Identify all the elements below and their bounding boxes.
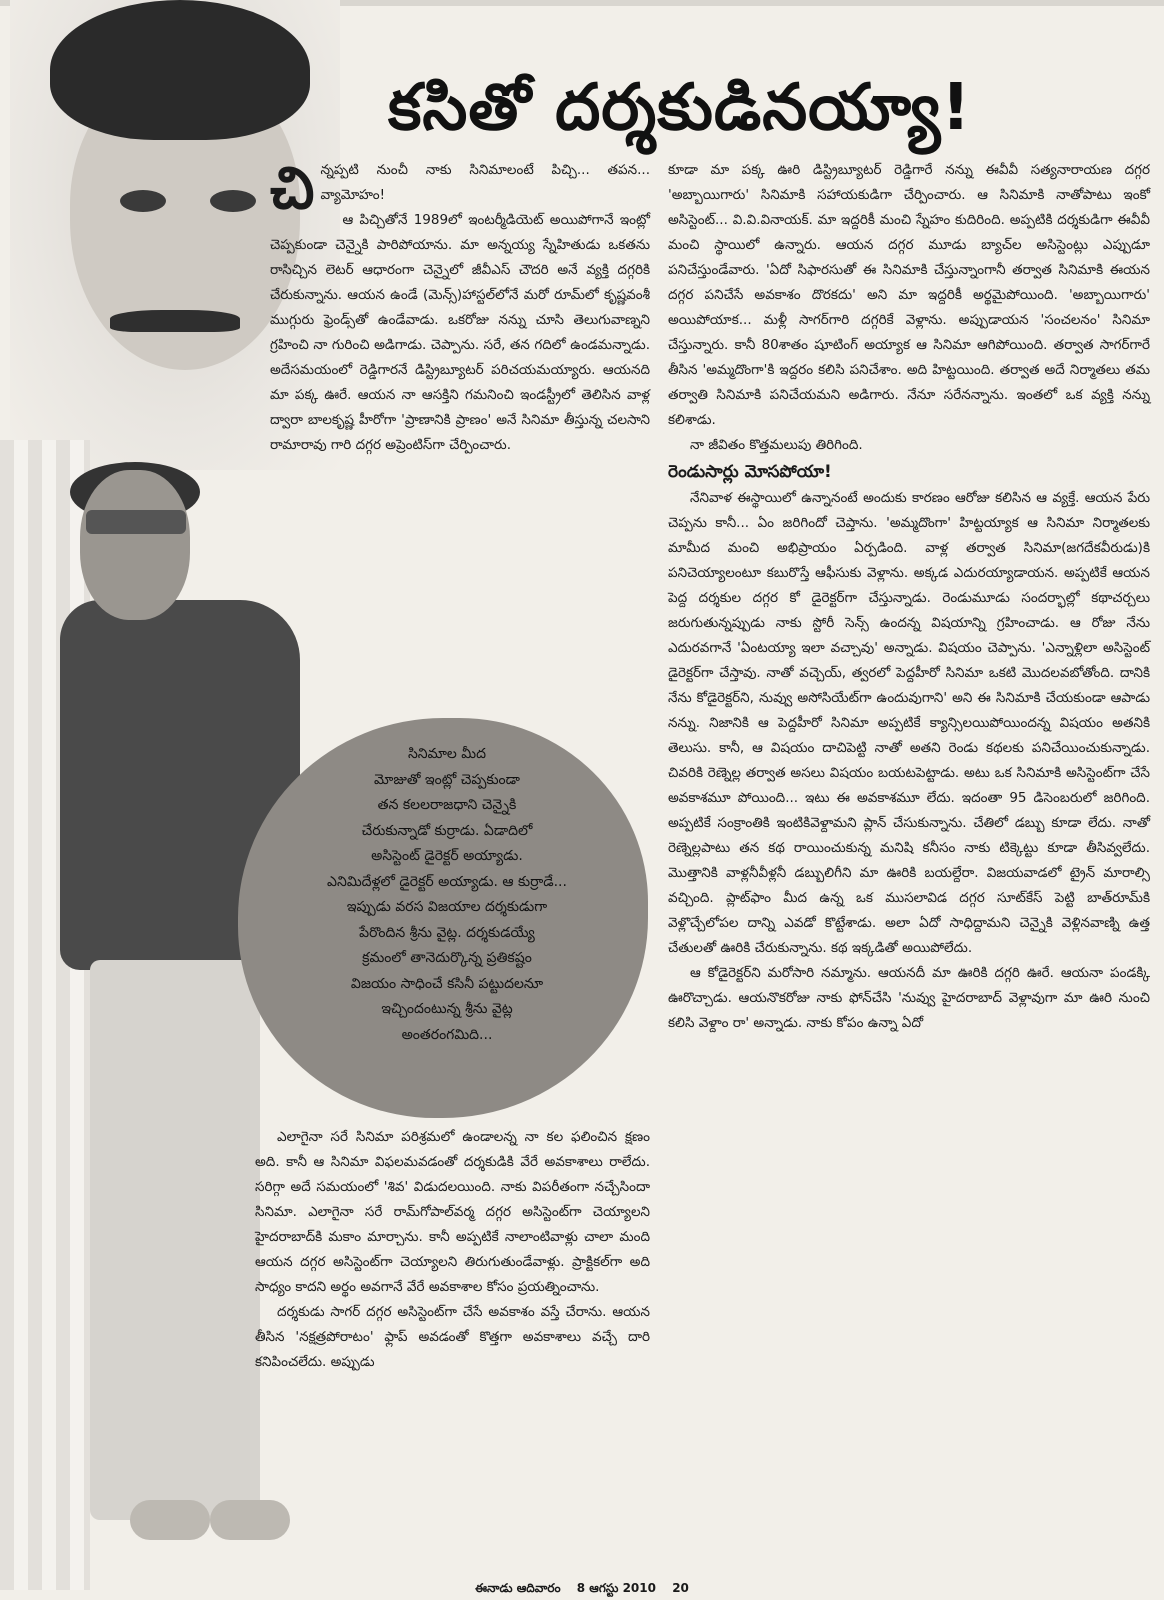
paragraph-1-text: న్నప్పటి నుంచీ నాకు సినిమాలంటే పిచ్చి... తపన... వ్యామోహం! <box>320 162 650 203</box>
pull-quote-line: క్రమంలో తానెదుర్కొన్న ప్రతికష్టం <box>362 950 532 966</box>
issue-date: 8 ఆగస్టు 2010 <box>576 1581 656 1595</box>
paragraph-8: ఆ కోడైరెక్టర్‌ని మరోసారి నమ్మాను. ఆయనదీ మా ఊరికి దగ్గరి ఊరే. ఆయనా పండక్కి ఊరొచ్చాడు. ఆయనొకరోజు నాకు ఫోన్‌చేసి 'నువ్వు హైదరాబాద్ వెళ్లావుగా మా ఊరి నుంచి కలిసి వెళ్దాం రా' అన్నాడు. నాకు కోపం ఉన్నా ఏదో <box>668 965 1150 1031</box>
pull-quote-line: పేరొందిన శ్రీను వైట్ల. దర్శకుడయ్యే <box>359 924 535 941</box>
column-2 <box>668 158 1150 1036</box>
hair-shape <box>50 0 310 140</box>
publication-name: ఈనాడు ఆదివారం <box>475 1581 561 1595</box>
paragraph-7: నేనివాళ ఈస్థాయిలో ఉన్నానంటే అందుకు కారణం ఆరోజు కలిసిన ఆ వ్యక్తే. ఆయన పేరు చెప్పను కానీ... ఏం జరిగిందో చెప్తాను. 'అమ్మదొంగా' హిట్టయ్యాక ఆ సినిమా నిర్మాతలకు మామీద మంచి అభిప్రాయం ఏర్పడింది. వాళ్ల తర్వాత సినిమా(జగదేకవీరుడు)కి పనిచెయ్యాలంటూ కబురొస్తే ఆఫీసుకు వెళ్లాను. అక్కడ ఎదురయ్యాడాయన. అప్పటికే ఆయన పెద్ద దర్శకుల దగ్గర కో డైరెక్టర్‌గా చేస్తున్నాడు. రెండుమూడు సందర్భాల్లో కథాచర్చలు జరుగుతున్నప్పుడు నాకు స్టోరీ సెన్స్ ఉందన్న విషయాన్ని గ్రహించాడు. ఆ రోజు నేను ఎదురవగానే 'ఏంటయ్యా ఇలా వచ్చావు' అన్నాడు. విషయం చెప్పాను. 'ఎన్నాళ్లిలా అసిస్టెంట్ డైరెక్టర్‌గా చేస్తావు. నాతో వచ్చెయ్, త్వరలో పెద్దహీరో సినిమా ఒకటి మొదలవబోతోంది. దానికి నేను కోడైరెక్టర్‌ని, నువ్వు అసోసియేట్‌గా ఉందువుగాని' అని ఈ సినిమాకి చేయకుండా ఆపాడు నన్ను. నిజానికి ఆ పెద్దహీరో సినిమా అప్పటికే క్యాన్సిలయిపోయిందన్న విషయం అతనికి తెలుసు. కానీ, ఆ విషయం దాచిపెట్టి నాతో అతని రెండు కథలకు పనిచేయించుకున్నాడు. చివరికి రెణ్నెల్ల తర్వాత అసలు విషయం బయటపెట్టాడు. అటు ఒక సినిమాకి అసిస్టెంట్‌గా చేసే అవకాశమూ పోయింది... ఇటు ఈ అవకాశమూ లేదు. ఇదంతా 95 డిసెంబరులో జరిగింది. అప్పటికే సంక్రాంతికి ఇంటికివెళ్దామని ప్లాన్ చేసుకున్నాను. చేతిలో డబ్బు కూడా లేదు. నాతో రెణ్నెల్లపాటు తన కథ రాయించుకున్న మనిషి కనీసం నాకు టిక్కెట్టు కూడా తీసివ్వలేదు. మొత్తానికి వాళ్లనీవీళ్లనీ డబ్బులిగీని మా ఊరికి బయల్దేరా. విజయవాడలో ట్రైన్ మారాల్సి వచ్చింది. ప్లాట్‌ఫాం మీద ఉన్న ఒక ముసలావిడ దగ్గర సూట్‌కేస్ పెట్టి బాత్‌రూమ్‌కి వెళ్లొచ్చేలోపల దాన్ని ఎవడో కొట్టేశాడు. అలా ఏదో సాధిద్దామని చెన్నైకి వెళ్లినవాణ్ని ఉత్త చేతులతో ఊరికి చేరుకున్నాను. కథ ఇక్కడితో అయిపోలేదు. <box>668 490 1150 956</box>
head-shape <box>80 470 190 620</box>
pull-quote-line: తన కలలరాజధాని చెన్నైకి <box>377 797 517 813</box>
sunglasses-shape <box>86 510 186 534</box>
pull-quote-line: ఇప్పుడు వరస విజయాల దర్శకుడుగా <box>346 899 548 915</box>
pull-quote <box>262 742 632 1048</box>
jeans-shape <box>90 960 260 1520</box>
pull-quote-line: మోజుతో ఇంట్లో చెప్పకుండా <box>374 771 520 788</box>
column-1 <box>270 154 650 458</box>
pull-quote-line: సినిమాల మీద <box>407 746 487 762</box>
page-number: 20 <box>672 1581 689 1595</box>
drop-cap: చి <box>270 154 315 222</box>
paragraph-3: ఎలాగైనా సరే సినిమా పరిశ్రమలో ఉండాలన్న నా కల ఫలించిన క్షణం అది. కానీ ఆ సినిమా విఫలమవడంతో దర్శకుడికి వేరే అవకాశాలు రాలేదు. సరిగ్గా అదే సమయంలో 'శివ' విడుదలయింది. నాకు విపరీతంగా నచ్చేసిందా సినిమా. ఎలాగైనా సరే రామ్‌గోపాల్‌వర్మ దగ్గర అసిస్టెంట్‌గా చెయ్యాలని హైదరాబాద్‌కి మకాం మార్చాను. కానీ అప్పటికే నాలాంటివాళ్లు చాలా మంది ఆయన దగ్గర అసిస్టెంట్‌గా చెయ్యాలని తిరుగుతుండేవాళ్లు. ప్రాక్టికల్‌గా అది సాధ్యం కాదని అర్థం అవగానే వేరే అవకాశాల కోసం ప్రయత్నించాను. <box>255 1129 650 1295</box>
pull-quote-line: ఎనిమిదేళ్లలో డైరెక్టర్ అయ్యాడు. ఆ కుర్రాడే... <box>327 873 567 890</box>
standing-figure-photo <box>70 470 290 1580</box>
paragraph-6: నా జీవితం కొత్తమలుపు తిరిగింది. <box>690 437 863 453</box>
moustache-shape <box>110 310 240 332</box>
pull-quote-line: చేరుకున్నాడో కుర్రాడు. ఏడాదిలో <box>361 822 533 839</box>
section-subheading: రెండుసార్లు మోసపోయా! <box>668 462 832 482</box>
paragraph-5: కూడా మా పక్క ఊరి డిస్ట్రిబ్యూటర్ రెడ్డిగారే నన్ను ఈవీవీ సత్యనారాయణ దగ్గర 'అబ్బాయిగారు' సినిమాకి సహాయకుడిగా చేర్పించారు. ఆ సినిమాకి నాతోపాటు ఇంకో అసిస్టెంట్... వి.వి.వినాయక్. మా ఇద్దరికీ మంచి స్నేహం కుదిరింది. అప్పటికి దర్శకుడిగా ఈవీవీ మంచి స్థాయిలో ఉన్నారు. ఆయన దగ్గర మూడు బ్యాచ్‌ల అసిస్టెంట్లు ఎప్పుడూ పనిచేస్తుండేవారు. 'ఏదో సిఫారసుతో ఈ సినిమాకి చేస్తున్నాంగానీ తర్వాత సినిమాకి ఈయన దగ్గర పనిచేసే అవకాశం దొరకదు' అని మా ఇద్దరికీ అర్థమైపోయింది. 'అబ్బాయిగారు' అయిపోయాక... మళ్లీ సాగర్‌గారి దగ్గరికే వెళ్లాను. అప్పుడాయన 'సంచలనం' సినిమా చేస్తున్నారు. కానీ 80శాతం షూటింగ్ అయ్యాక ఆ సినిమా ఆగిపోయింది. తర్వాత సాగర్‌గారే తీసిన 'అమ్మదొంగా'కి ఇద్దరం కలిసి పనిచేశాం. అది హిట్టయింది. తర్వాత అదే నిర్మాతలు తమ తర్వాతి సినిమాకి పనిచేయమని అడిగారు. నేనూ సరేనన్నాను. ఇంతలో ఒక వ్యక్తి నన్ను కలిశాడు. <box>668 162 1150 428</box>
pull-quote-line: అంతరంగమిది... <box>401 1026 493 1043</box>
column-1-lower <box>255 1125 650 1375</box>
shoe-left <box>130 1500 210 1540</box>
left-eye <box>120 190 166 212</box>
page-footer <box>0 1578 1164 1598</box>
paragraph-2: ఆ పిచ్చితోనే 1989లో ఇంటర్మీడియెట్ అయిపోగానే ఇంట్లో చెప్పకుండా చెన్నైకి పారిపోయాను. మా అన్నయ్య స్నేహితుడు ఒకతను రాసిచ్చిన లెటర్ ఆధారంగా చెన్నైలో జీవీఎస్ చౌదరి అనే వ్యక్తి దగ్గరికి చేరుకున్నాను. ఆయన ఉండే (మెన్స్)హాస్టల్‌లోనే మరో రూమ్‌లో కృష్ణవంశీ ముగ్గురు ఫ్రెండ్స్‌తో ఉండేవాడు. ఒకరోజు నన్ను చూసి తెలుగువాణ్నని గ్రహించి నా గురించి అడిగాడు. చెప్పాను. సరే, తన గదిలో ఉండమన్నాడు. అదేసమయంలో రెడ్డిగారనే డిస్ట్రిబ్యూటర్ పరిచయమయ్యారు. ఆయనది మా పక్క ఊరే. ఆయన నా ఆసక్తిని గమనించి ఇండస్ట్రీలో తెలిసిన వాళ్ల ద్వారా బాలకృష్ణ హీరోగా 'ప్రాణానికి ప్రాణం' అనే సినిమా తీస్తున్న చలసాని రామారావు గారి దగ్గర అప్రెంటిస్‌గా చేర్పించారు. <box>270 212 650 453</box>
pull-quote-line: విజయం సాధించే కసినీ పట్టుదలనూ <box>350 975 544 992</box>
pull-quote-line: ఇచ్చిందంటున్న శ్రీను వైట్ల <box>381 1001 513 1017</box>
right-eye <box>210 190 256 212</box>
article-title: కసితో దర్శకుడినయ్యా! <box>388 71 972 145</box>
paragraph-4: దర్శకుడు సాగర్ దగ్గర అసిస్టెంట్‌గా చేసే అవకాశం వస్తే చేరాను. ఆయన తీసిన 'నక్షత్రపోరాటం' ఫ్లాప్ అవడంతో కొత్తగా అవకాశాలు వచ్చే దారి కనిపించలేదు. అప్పుడు <box>255 1304 650 1370</box>
pull-quote-line: అసిస్టెంట్ డైరెక్టర్ అయ్యాడు. <box>371 848 523 864</box>
shoe-right <box>210 1500 290 1540</box>
paragraph-1 <box>270 154 650 222</box>
